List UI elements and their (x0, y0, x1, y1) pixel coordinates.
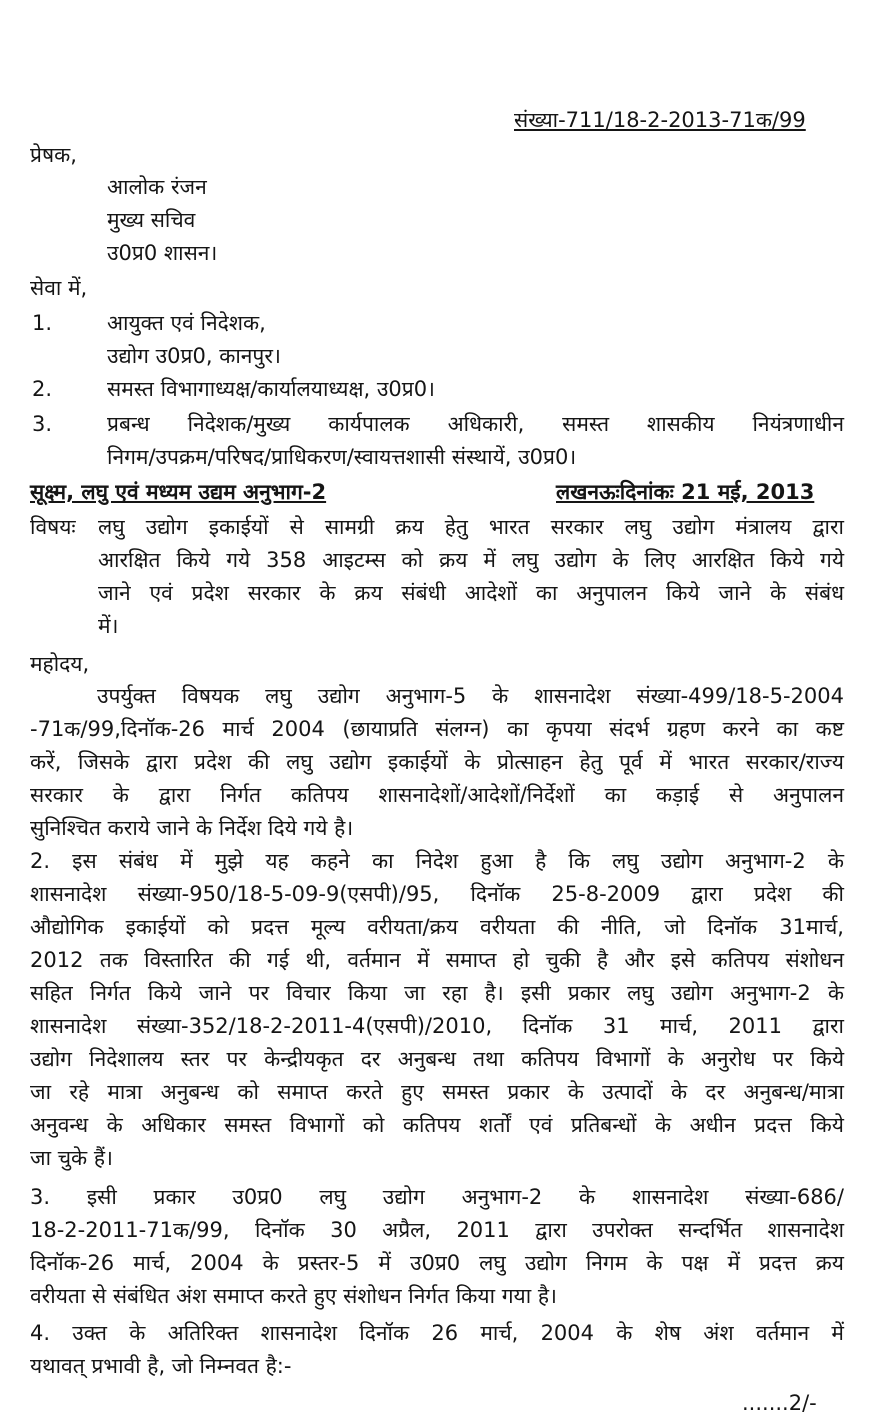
subject-line: आरक्षित किये गये 358 आइटम्स को क्रय में लघु उद्योग के लिए आरक्षित किये गये (98, 548, 844, 572)
subject-line: जाने एवं प्रदेश सरकार के क्रय संबंधी आदेशों का अनुपालन किये जाने के संबंध (98, 581, 844, 605)
recipients-label: सेवा में, (30, 276, 88, 300)
paragraph-line: उपर्युक्त विषयक लघु उद्योग अनुभाग-5 के शासनादेश संख्या-499/18-5-2004 (97, 684, 844, 708)
paragraph-line: सरकार के द्वारा निर्गत कतिपय शासनादेशों/आदेशों/निर्देशों का कड़ाई से अनुपालन (30, 783, 844, 807)
recipient-number: 2. (32, 377, 53, 401)
sender-label: प्रेषक, (30, 143, 77, 167)
paragraph-line: दिनॉक-26 मार्च, 2004 के प्रस्तर-5 में उ0प्र0 लघु उद्योग निगम के पक्ष में प्रदत्त क्रय (30, 1251, 844, 1275)
paragraph-line: वरीयता से संबंधित अंश समाप्त करते हुए संशोधन निर्गत किया गया है। (30, 1284, 557, 1308)
paragraph-line: जा रहे मात्रा अनुबन्ध को समाप्त करते हुए समस्त प्रकार के उत्पादों के दर अनुबन्ध/मात्रा (30, 1080, 844, 1104)
subject-line: में। (98, 614, 119, 638)
recipient-number: 3. (32, 412, 53, 436)
reference-number: संख्या-711/18-2-2013-71क/99 (514, 108, 806, 132)
paragraph-line: 4. उक्त के अतिरिक्त शासनादेश दिनॉक 26 मार्च, 2004 के शेष अंश वर्तमान में (30, 1321, 844, 1345)
sender-office: उ0प्र0 शासन। (107, 241, 218, 265)
paragraph-line: -71क/99,दिनॉक-26 मार्च 2004 (छायाप्रति संलग्न) का कृपया संदर्भ ग्रहण करने का कष्ट (30, 717, 844, 741)
recipient-line: आयुक्त एवं निदेशक, (107, 311, 266, 335)
recipient-number: 1. (32, 311, 53, 335)
paragraph-line: 3. इसी प्रकार उ0प्र0 लघु उद्योग अनुभाग-2 के शासनादेश संख्या-686/ (30, 1185, 844, 1209)
paragraph-line: सुनिश्चित कराये जाने के निर्देश दिये गये है। (30, 816, 354, 840)
paragraph-line: 2. इस संबंध में मुझे यह कहने का निदेश हुआ है कि लघु उद्योग अनुभाग-2 के (30, 849, 844, 873)
recipient-line: प्रबन्ध निदेशक/मुख्य कार्यपालक अधिकारी, समस्त शासकीय नियंत्रणाधीन (107, 412, 844, 436)
subject-line: लघु उद्योग इकाईयों से सामग्री क्रय हेतु भारत सरकार लघु उद्योग मंत्रालय द्वारा (98, 515, 844, 539)
recipient-line: निगम/उपक्रम/परिषद/प्राधिकरण/स्वायत्तशासी संस्थायें, उ0प्र0। (107, 445, 577, 469)
paragraph-line: अनुवन्ध के अधिकार समस्त विभागों को कतिपय शर्तों एवं प्रतिबन्धों के अधीन प्रदत्त किये (30, 1113, 844, 1137)
paragraph-line: करें, जिसके द्वारा प्रदेश की लघु उद्योग इकाईयों के प्रोत्साहन हेतु पूर्व में भारत सरकार/राज्य (30, 750, 844, 774)
recipient-line: समस्त विभागाध्यक्ष/कार्यालयाध्यक्ष, उ0प्र0। (107, 377, 436, 401)
sender-designation: मुख्य सचिव (107, 208, 196, 232)
place-date: लखनऊःदिनांकः 21 मई, 2013 (556, 480, 815, 504)
paragraph-line: 18-2-2011-71क/99, दिनॉक 30 अप्रैल, 2011 द्वारा उपरोक्त सन्दर्भित शासनादेश (30, 1218, 844, 1242)
paragraph-line: शासनादेश संख्या-950/18-5-09-9(एसपी)/95, दिनॉक 25-8-2009 द्वारा प्रदेश की (30, 882, 844, 906)
section-heading: सूक्ष्म, लघु एवं मध्यम उद्यम अनुभाग-2 (30, 480, 327, 504)
paragraph-line: 2012 तक विस्तारित की गई थी, वर्तमान में समाप्त हो चुकी है और इसे कतिपय संशोधन (30, 948, 844, 972)
recipient-line: उद्योग उ0प्र0, कानपुर। (107, 344, 281, 368)
page-continuation: .......2/- (742, 1391, 817, 1415)
paragraph-line: औद्योगिक इकाईयों को प्रदत्त मूल्य वरीयता/क्रय वरीयता की नीति, जो दिनॉक 31मार्च, (30, 915, 844, 939)
paragraph-line: शासनादेश संख्या-352/18-2-2011-4(एसपी)/2010, दिनॉक 31 मार्च, 2011 द्वारा (30, 1014, 844, 1038)
sender-name: आलोक रंजन (107, 175, 207, 199)
paragraph-line: सहित निर्गत किये जाने पर विचार किया जा रहा है। इसी प्रकार लघु उद्योग अनुभाग-2 के (30, 981, 844, 1005)
salutation: महोदय, (30, 652, 90, 676)
subject-label: विषयः (30, 515, 76, 539)
paragraph-line: उद्योग निदेशालय स्तर पर केन्द्रीयकृत दर अनुबन्ध तथा कतिपय विभागों के अनुरोध पर किये (30, 1047, 844, 1071)
paragraph-line: यथावत् प्रभावी है, जो निम्नवत है:- (30, 1354, 292, 1378)
paragraph-line: जा चुके हैं। (30, 1146, 113, 1170)
